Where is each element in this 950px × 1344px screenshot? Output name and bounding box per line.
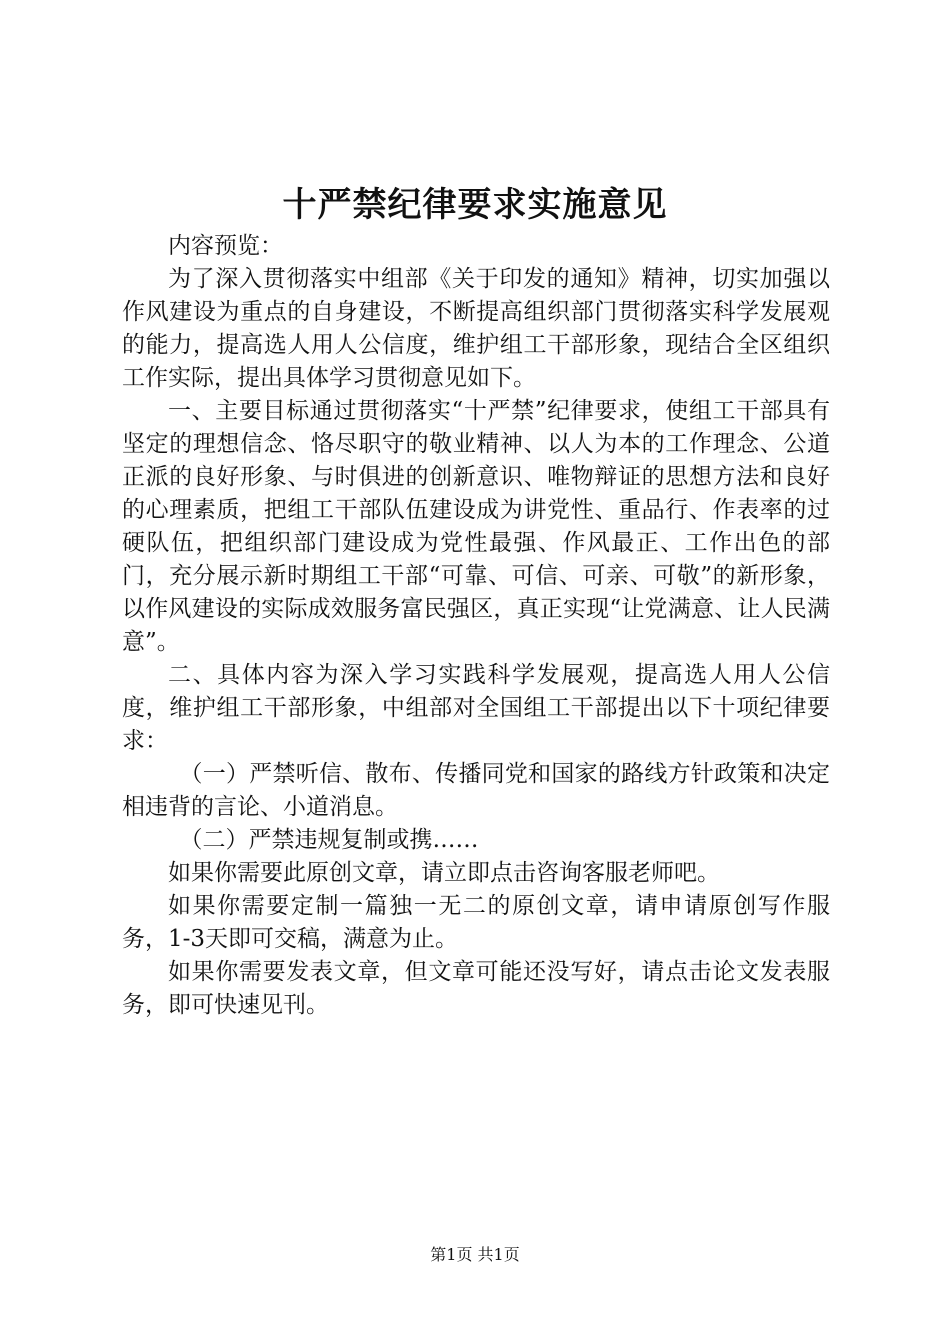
intro-paragraph: 为了深入贯彻落实中组部《关于印发的通知》精神，切实加强以作风建设为重点的自身建设，不断提高组织部门贯彻落实科学发展观的能力，提高选人用人公信度，维护组工干部形象，现结合全区组织工作实际，提出具体学习贯彻意见如下。 [122,266,830,391]
rule-item-2: （二）严禁违规复制或携…… [179,827,479,853]
rule-item-1: （一）严禁听信、散布、传播同党和国家的路线方针政策和决定相违背的言论、小道消息。 [122,761,830,820]
document-title: 十严禁纪律要求实施意见 [282,185,668,225]
promo-consult-paragraph: 如果你需要此原创文章，请立即点击咨询客服老师吧。 [168,860,720,886]
promo-custom-paragraph: 如果你需要定制一篇独一无二的原创文章，请申请原创写作服务，1-3天即可交稿，满意为止。 [122,893,830,952]
document-body [122,230,830,1022]
content-paragraph: 二、具体内容为深入学习实践科学发展观，提高选人用人公信度，维护组工干部形象，中组部对全国组工干部提出以下十项纪律要求： [122,662,830,754]
promo-publish-paragraph: 如果你需要发表文章，但文章可能还没写好，请点击论文发表服务，即可快速见刊。 [122,959,830,1018]
page-footer: 第1页 共1页 [430,1245,520,1264]
goals-paragraph: 一、主要目标通过贯彻落实“十严禁”纪律要求，使组工干部具有坚定的理想信念、恪尽职守的敬业精神、以人为本的工作理念、公道正派的良好形象、与时俱进的创新意识、唯物辩证的思想方法和良好的心理素质，把组工干部队伍建设成为讲党性、重品行、作表率的过硬队伍，把组织部门建设成为党性最强、作风最正、工作出色的部门，充分展示新时期组工干部“可靠、可信、可亲、可敬”的新形象，以作风建设的实际成效服务富民强区，真正实现“让党满意、让人民满意”。 [122,398,830,655]
preview-label: 内容预览： [168,233,283,259]
